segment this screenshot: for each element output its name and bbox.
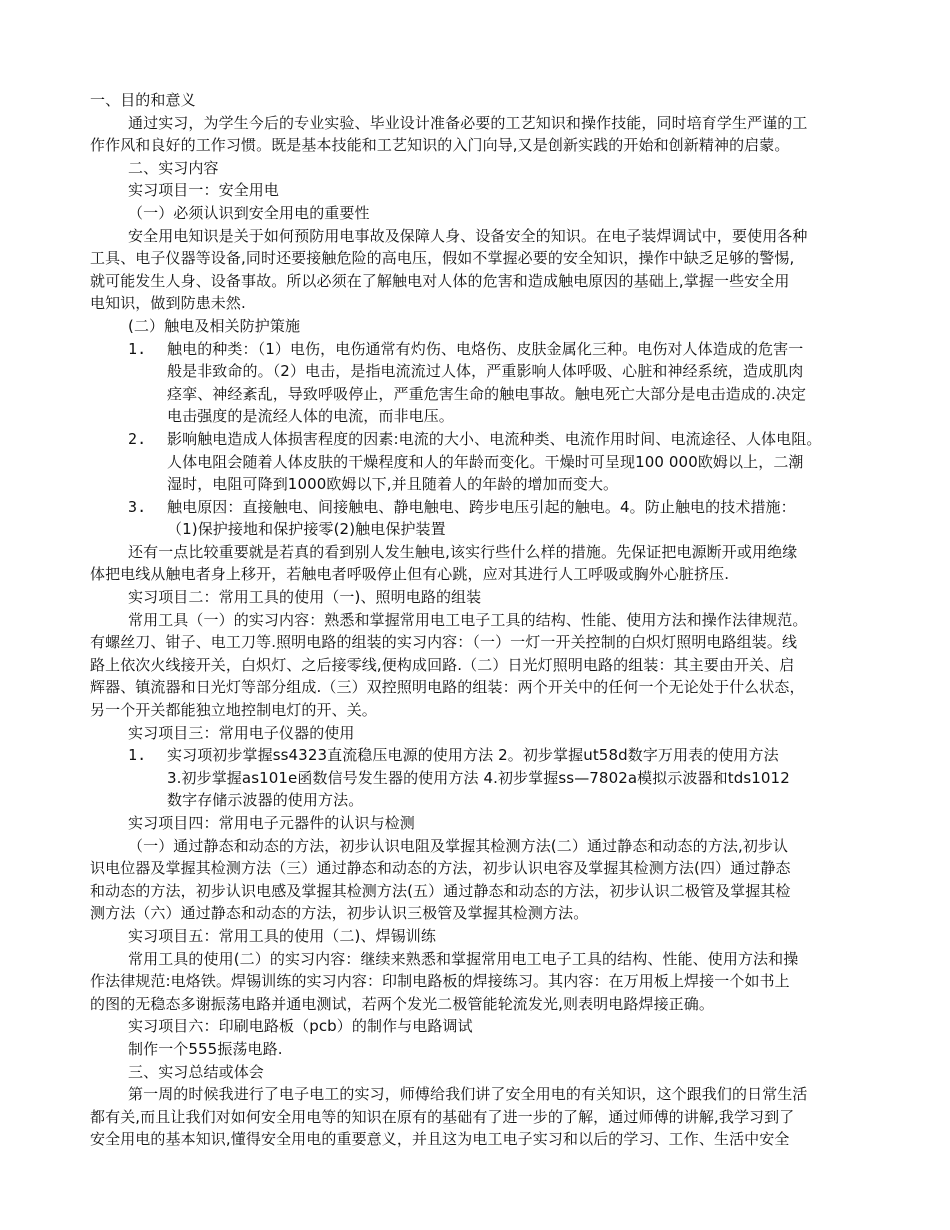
paragraph-line: 识电位器及掌握其检测方法（三）通过静态和动态的方法，初步认识电容及掌握其检测方法(四）通过静态 [90,859,791,878]
document-body [90,89,862,1151]
subheading-safety: （一）必须认识到安全用电的重要性 [128,203,370,222]
paragraph-line: 辉器、镇流器和日光灯等部分组成.（三）双控照明电路的组装：两个开关中的任何一个无论处于什么状态， [90,678,805,697]
subheading-project-4: 实习项目四：常用电子元器件的认识与检测 [128,814,415,832]
list-item [90,338,862,361]
paragraph-line: 都有关,而且让我们对如何安全用电等的知识在原有的基础有了进一步的了解，通过师傅的讲解,我学习到了 [90,1107,795,1126]
paragraph-line: 通过实习，为学生今后的专业实验、毕业设计准备必要的工艺知识和操作技能，同时培育学生严谨的工 [128,113,808,132]
paragraph-line: 工具、电子仪器等设备,同时还要接触危险的高电压，假如不掌握必要的安全知识，操作中缺乏足够的警惕, [90,249,795,268]
heading-content: 二、实习内容 [128,158,219,177]
list-number: 1. [128,339,147,358]
paragraph-line: 作法律规范:电烙铁。焊锡训练的实习内容：印制电路板的焊接练习。其内容：在万用板上焊接一个如书上 [90,972,790,991]
subheading-protection: (二）触电及相关防护策施 [128,316,301,335]
subheading-project-3: 实习项目三：常用电子仪器的使用 [128,723,355,742]
paragraph-line: 还有一点比较重要就是若真的看到别人发生触电,该实行些什么样的措施。先保证把电源断开或用绝缘 [128,542,798,561]
list-text: 影响触电造成人体损害程度的因素:电流的大小、电流种类、电流作用时间、电流途径、人体电阻。 [167,429,822,448]
list-continuation: （1)保护接地和保护接零(2)触电保护装置 [167,520,446,539]
paragraph-line: 作作风和良好的工作习惯。既是基本技能和工艺知识的入门向导,又是创新实践的开始和创新精神的启蒙。 [90,136,790,155]
paragraph-line: 制作一个555振荡电路. [128,1039,283,1058]
list-number: 1. [128,746,147,765]
list-number: 3. [128,497,147,516]
subheading-project-2: 实习项目二：常用工具的使用（一)、照明电路的组装 [128,588,482,607]
list-continuation: 电击强度的是流经人体的电流，而非电压。 [167,407,454,426]
paragraph-line: 电知识，做到防患未然. [90,294,246,313]
paragraph-line: 和动态的方法，初步认识电感及掌握其检测方法(五）通过静态和动态的方法，初步认识二极管及掌握其检 [90,881,791,900]
paragraph-line: 体把电线从触电者身上移开，若触电者呼吸停止但有心跳，应对其进行人工呼吸或胸外心脏挤压. [90,565,730,584]
list-text: 触电原因：直接触电、间接触电、静电触电、跨步电压引起的触电。4。防止触电的技术措施： [167,497,796,516]
paragraph-line: 常用工具（一）的实习内容：熟悉和掌握常用电工电子工具的结构、性能、使用方法和操作法律规范。 [128,610,808,629]
paragraph-line: 的图的无稳态多谢振荡电路并通电测试，若两个发光二极管能轮流发光,则表明电路焊接正确。 [90,994,714,1013]
list-continuation: 数字存储示波器的使用方法。 [167,791,364,810]
list-continuation: 痉挛、神经紊乱，导致呼吸停止，严重危害生命的触电事故。触电死亡大部分是电击造成的.决定 [167,384,807,403]
list-continuation: 般是非致命的。（2）电击，是指电流流过人体，严重影响人体呼吸、心脏和神经系统，造成肌肉 [167,362,804,381]
list-item [90,428,862,451]
list-number: 2. [128,429,147,448]
paragraph-line: 另一个开关都能独立地控制电灯的开、关。 [90,701,377,720]
heading-purpose: 一、目的和意义 [90,91,196,109]
paragraph-line: 有螺丝刀、钳子、电工刀等.照明电路的组装的实习内容：（一）一灯一开关控制的白炽灯照明电路组装。线 [90,633,798,652]
subheading-project-6: 实习项目六：印刷电路板（pcb）的制作与电路调试 [128,1017,473,1036]
paragraph-line: 路上依次火线接开关，白炽灯、之后接零线,便构成回路.（二）日光灯照明电路的组装：其主要由开关、启 [90,655,795,674]
list-item [90,744,862,767]
heading-summary: 三、实习总结或体会 [128,1062,264,1081]
paragraph-line: 安全用电知识是关于如何预防用电事故及保障人身、设备安全的知识。在电子装焊调试中，要使用各种 [128,226,808,245]
list-text: 触电的种类：（1）电伤，电伤通常有灼伤、电烙伤、皮肤金属化三种。电伤对人体造成的危害一 [167,339,804,358]
paragraph-line: 安全用电的基本知识,懂得安全用电的重要意义，并且这为电工电子实习和以后的学习、工作、生活中安全 [90,1130,790,1149]
paragraph-line: 测方法（六）通过静态和动态的方法，初步认识三极管及掌握其检测方法。 [90,904,589,923]
paragraph-line: 常用工具的使用(二）的实习内容：继续来熟悉和掌握常用电工电子工具的结构、性能、使用方法和操 [128,949,799,968]
subheading-project-5: 实习项目五：常用工具的使用（二)、焊锡训练 [128,926,436,945]
list-continuation: 3.初步掌握as101e函数信号发生器的使用方法 4.初步掌握ss—7802a模拟示波器和tds1012 [167,768,790,787]
paragraph-line: （一）通过静态和动态的方法，初步认识电阻及掌握其检测方法(二）通过静态和动态的方法,初步认 [128,836,789,855]
list-text: 实习项初步掌握ss4323直流稳压电源的使用方法 2。初步掌握ut58d数字万用表的使用方法 [167,746,779,765]
paragraph-line: 就可能发生人身、设备事故。所以必须在了解触电对人体的危害和造成触电原因的基础上,掌握一些安全用 [90,271,790,290]
list-continuation: 湿时，电阻可降到1000欧姆以下,并且随着人的年龄的增加而变大。 [167,475,619,494]
paragraph-line: 第一周的时候我进行了电子电工的实习，师傅给我们讲了安全用电的有关知识，这个跟我们的日常生活 [128,1085,808,1104]
list-continuation: 人体电阻会随着人体皮肤的干燥程度和人的年龄而变化。干燥时可呈现100 000欧姆以上，二潮 [167,452,804,471]
list-item [90,496,862,519]
subheading-project-1: 实习项目一：安全用电 [128,181,280,200]
